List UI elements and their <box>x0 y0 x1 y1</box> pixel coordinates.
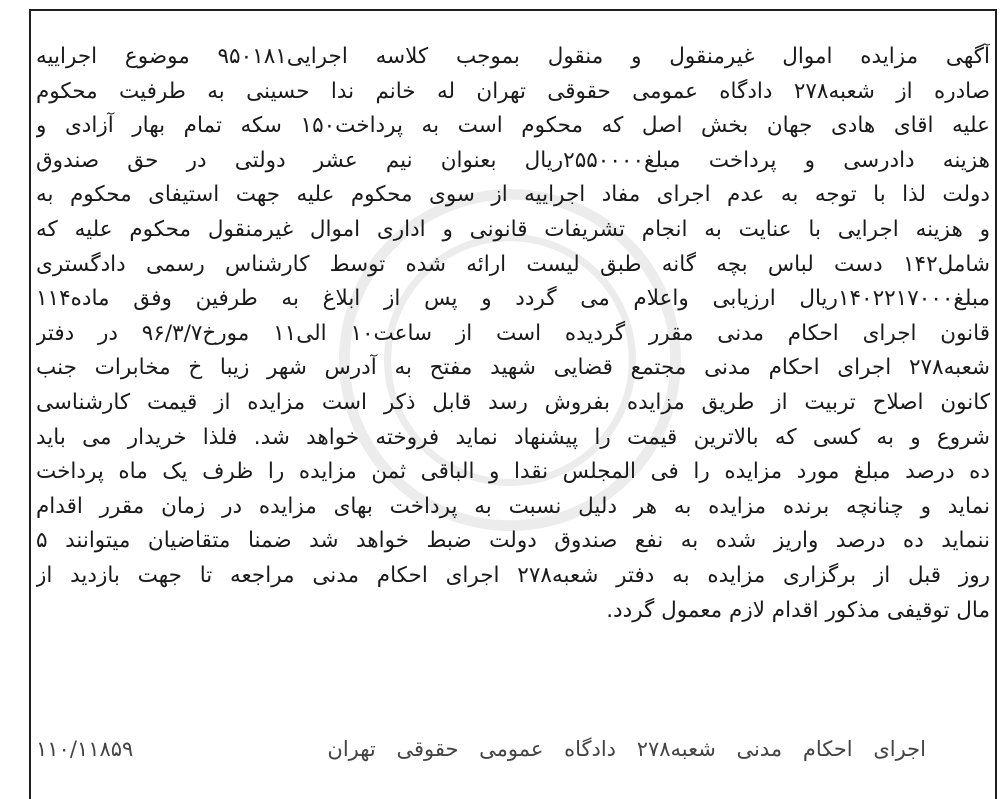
notice-line: ده درصد مبلغ مورد مزایده را فی المجلس نقدا و الباقی ثمن مزایده را ظرف یک ماه پرداخت <box>36 459 990 485</box>
notice-line: و هزینه اجرایی با عنایت به انجام تشریفات قانونی و اداری اموال غیرمنقول محکوم علیه که <box>36 216 990 242</box>
notice-line: شامل۱۴۲ دست لباس بچه گانه طبق لیست ارائه شده توسط کارشناس رسمی دادگستری <box>36 251 990 277</box>
notice-line: هزینه دادرسی و پرداخت مبلغ۲۵۵۰۰۰۰ریال بعنوان نیم عشر دولتی در حق صندوق <box>36 147 990 173</box>
issuing-authority: اجرای احکام مدنی شعبه۲۷۸ دادگاه عمومی حقوقی تهران <box>327 737 926 761</box>
notice-line: روز قبل از برگزاری مزایده به دفتر شعبه۲۷۸ اجرای احکام مدنی مراجعه تا جهت بازدید از <box>36 562 990 588</box>
notice-line: آگهی مزایده اموال غیرمنقول و منقول بموجب کلاسه اجرایی۹۵۰۱۸۱ موضوع اجراییه <box>36 44 990 69</box>
notice-code: ۱۱۰/۱۱۸۵۹ <box>36 737 134 761</box>
notice-line: علیه اقای هادی جهان بخش اصل که محکوم است به پرداخت۱۵۰ سکه تمام بهار آزادی و <box>36 113 990 139</box>
notice-line: شعبه۲۷۸ اجرای احکام مدنی مجتمع قضایی شهید مفتح به آدرس شهر زیبا خ مخابرات جنب <box>36 355 990 381</box>
notice-body <box>36 40 990 628</box>
notice-line: مبلغ۱۴۰۲۲۱۷۰۰۰ریال ارزیابی واعلام می گردد و پس از ابلاغ به طرفین وفق ماده۱۱۴ <box>36 286 990 312</box>
notice-line: ننماید ده درصد واریز شده به نفع صندوق دولت ضبط خواهد شد ضمنا متقاضیان میتوانند ۵ <box>36 528 990 554</box>
notice-line: مال توقیفی مذکور اقدام لازم معمول گردد. <box>606 597 990 623</box>
notice-line: شروع و به کسی که بالاترین قیمت را پیشنهاد نماید فروخته خواهد شد. فلذا خریدار می باید <box>36 424 990 450</box>
notice-line: قانون اجرای احکام مدنی مقرر گردیده است از ساعت۱۰ الی۱۱ مورخ۹۶/۳/۷ در دفتر <box>36 320 990 346</box>
notice-footer <box>36 730 926 768</box>
notice-line: کانون اصلاح تربیت از طریق مزایده بفروش رسد قابل ذکر است مزایده از قیمت کارشناسی <box>36 389 990 415</box>
notice-line: نماید و چنانچه برنده مزایده به هر دلیل نسبت به پرداخت بهای مزایده در زمان مقرر اقدام <box>36 493 990 519</box>
notice-line: صادره از شعبه۲۷۸ دادگاه عمومی حقوقی تهران له خانم ندا حسینی به طرفیت محکوم <box>36 78 990 104</box>
notice-line: دولت لذا با توجه به عدم اجرای مفاد اجراییه از سوی محکوم علیه جهت استیفای محکوم به <box>36 182 990 208</box>
